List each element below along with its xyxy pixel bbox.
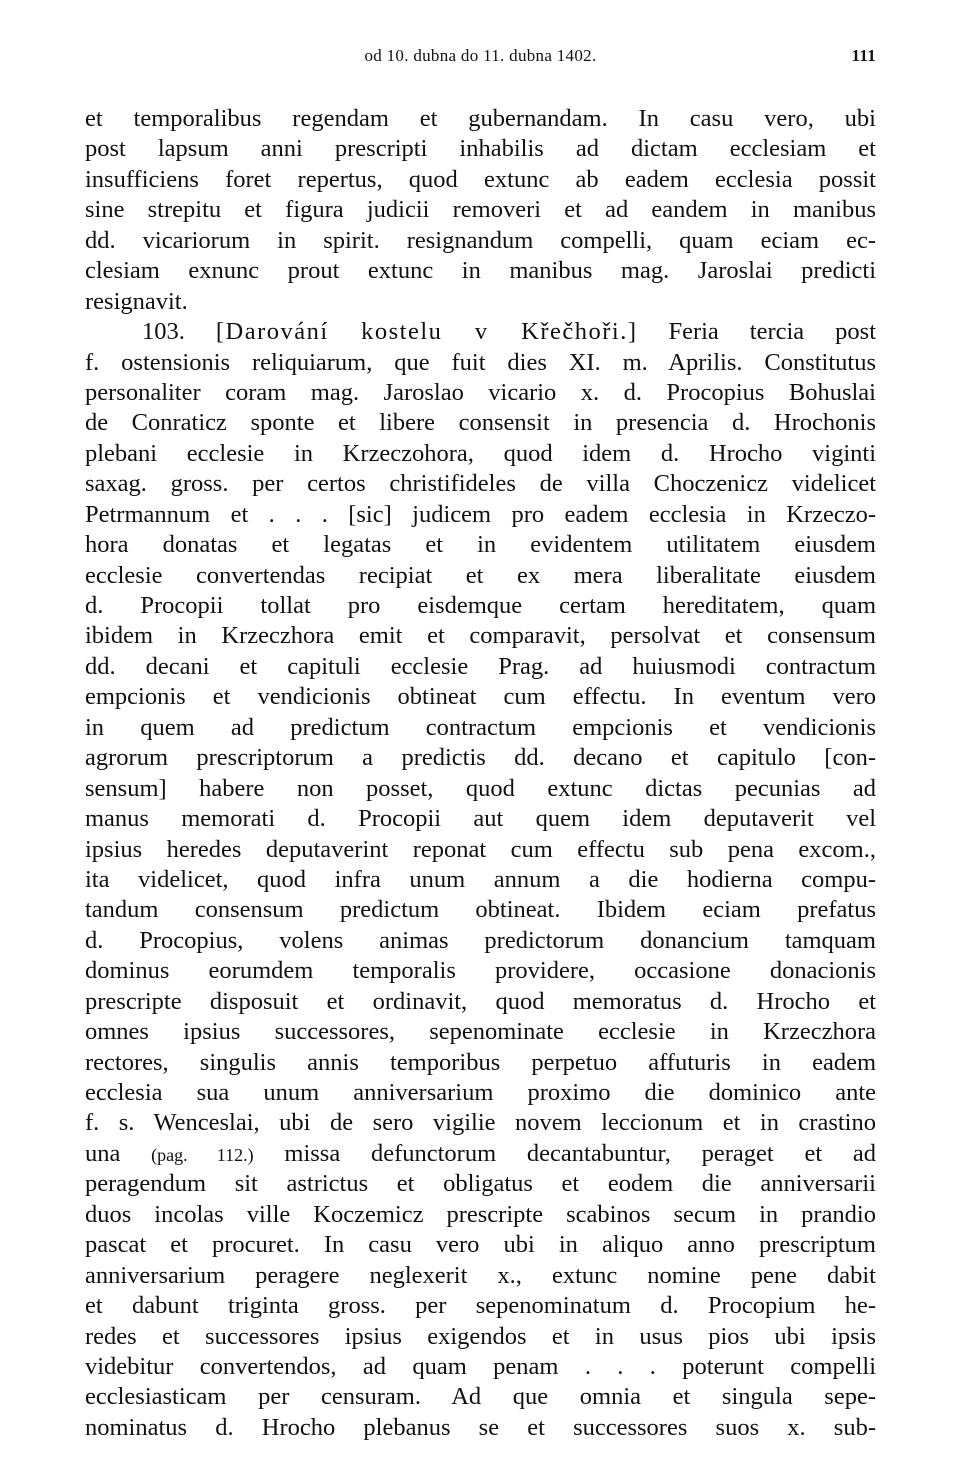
text-line: prescripte disposuit et ordinavit, quod memoratus d. Hrocho et bbox=[85, 987, 876, 1015]
text-line: ipsius heredes deputaverint reponat cum effectu sub pena excom., bbox=[85, 835, 876, 863]
text-line: post lapsum anni prescripti inhabilis ad dictam ecclesiam et bbox=[85, 135, 876, 163]
text-line: tandum consensum predictum obtineat. Ibidem eciam prefatus bbox=[85, 896, 876, 924]
text-line: hora donatas et legatas et in evidentem utilitatem eiusdem bbox=[85, 531, 876, 559]
text-line: de Conraticz sponte et libere consensit in presencia d. Hrochonis bbox=[85, 409, 876, 437]
entry-heading-line bbox=[85, 317, 876, 347]
page-number: 111 bbox=[851, 46, 876, 65]
pagination-before: una bbox=[85, 1139, 121, 1167]
text-line: nominatus d. Hrocho plebanus se et successores suos x. sub- bbox=[85, 1413, 876, 1441]
text-line: ibidem in Krzeczhora emit et comparavit, persolvat et consensum bbox=[85, 622, 876, 650]
text-line: peragendum sit astrictus et obligatus et eodem die anniversarii bbox=[85, 1170, 876, 1198]
text-line: anniversarium peragere neglexerit x., extunc nomine pene dabit bbox=[85, 1261, 876, 1289]
pagination-after: missa defunctorum decantabuntur, peraget et ad bbox=[284, 1139, 876, 1167]
text-line: empcionis et vendicionis obtineat cum effectu. In eventum vero bbox=[85, 683, 876, 711]
body-text bbox=[85, 104, 876, 1443]
running-title: od 10. dubna do 11. dubna 1402. bbox=[364, 46, 597, 65]
pagination-line bbox=[85, 1139, 876, 1169]
text-line: dominus eorumdem temporalis providere, occasione donacionis bbox=[85, 957, 876, 985]
text-line: duos incolas ville Koczemicz prescripte scabinos secum in prandio bbox=[85, 1200, 876, 1228]
text-line: plebani ecclesie in Krzeczohora, quod idem d. Hrocho viginti bbox=[85, 439, 876, 467]
text-line: saxag. gross. per certos christifideles de villa Choczenicz videlicet bbox=[85, 470, 876, 498]
text-line: Petrmannum et . . . [sic] judicem pro eadem ecclesia in Krzeczo- bbox=[85, 500, 876, 528]
text-line: dd. vicariorum in spirit. resignandum compelli, quam eciam ec- bbox=[85, 226, 876, 254]
text-line: ita videlicet, quod infra unum annum a die hodierna compu- bbox=[85, 865, 876, 893]
text-line: manus memorati d. Procopii aut quem idem deputaverit vel bbox=[85, 805, 876, 833]
text-line: ecclesia sua unum anniversarium proximo die dominico ante bbox=[85, 1079, 876, 1106]
text-line: sensum] habere non posset, quod extunc dictas pecunias ad bbox=[85, 774, 876, 802]
text-line: et temporalibus regendam et gubernandam. In casu vero, ubi bbox=[85, 105, 876, 132]
text-line: videbitur convertendos, ad quam penam . . . poterunt compelli bbox=[85, 1352, 876, 1380]
text-line: pascat et procuret. In casu vero ubi in aliquo anno prescriptum bbox=[85, 1231, 876, 1259]
text-line: in quem ad predictum contractum empcionis et vendicionis bbox=[85, 713, 876, 741]
text-line: clesiam exnunc prout extunc in manibus mag. Jaroslai predicti bbox=[85, 257, 876, 285]
text-line: resignavit. bbox=[85, 287, 188, 315]
page-break-marker: (pag. 112.) bbox=[151, 1144, 254, 1165]
entry-title: [Darování kostelu v Křečhoři.] bbox=[215, 318, 638, 346]
text-line: redes et successores ipsius exigendos et in usus pios ubi ipsis bbox=[85, 1322, 876, 1350]
entry-heading-rest: Feria tercia post bbox=[668, 318, 876, 346]
text-line: agrorum prescriptorum a predictis dd. decano et capitulo [con- bbox=[85, 744, 876, 772]
text-line: ecclesie convertendas recipiat et ex mera liberalitate eiusdem bbox=[85, 561, 876, 589]
text-line: f. s. Wenceslai, ubi de sero vigilie novem leccionum et in crastino bbox=[85, 1109, 876, 1137]
entry-number: 103. bbox=[142, 318, 185, 346]
text-line: omnes ipsius successores, sepenominate ecclesie in Krzeczhora bbox=[85, 1018, 876, 1046]
text-line: et dabunt triginta gross. per sepenominatum d. Procopium he- bbox=[85, 1292, 876, 1320]
text-line: personaliter coram mag. Jaroslao vicario x. d. Procopius Bohuslai bbox=[85, 378, 876, 406]
text-line: d. Procopius, volens animas predictorum donancium tamquam bbox=[85, 926, 876, 954]
text-line: ecclesiasticam per censuram. Ad que omnia et singula sepe- bbox=[85, 1383, 876, 1411]
text-line: d. Procopii tollat pro eisdemque certam hereditatem, quam bbox=[85, 592, 876, 619]
text-line: insufficiens foret repertus, quod extunc ab eadem ecclesia possit bbox=[85, 165, 876, 193]
text-line: f. ostensionis reliquiarum, que fuit dies XI. m. Aprilis. Constitutus bbox=[85, 348, 876, 376]
text-line: dd. decani et capituli ecclesie Prag. ad huiusmodi contractum bbox=[85, 652, 876, 680]
text-line: sine strepitu et figura judicii removeri et ad eandem in manibus bbox=[85, 196, 876, 224]
running-head bbox=[85, 46, 876, 74]
text-line: rectores, singulis annis temporibus perpetuo affuturis in eadem bbox=[85, 1048, 876, 1076]
